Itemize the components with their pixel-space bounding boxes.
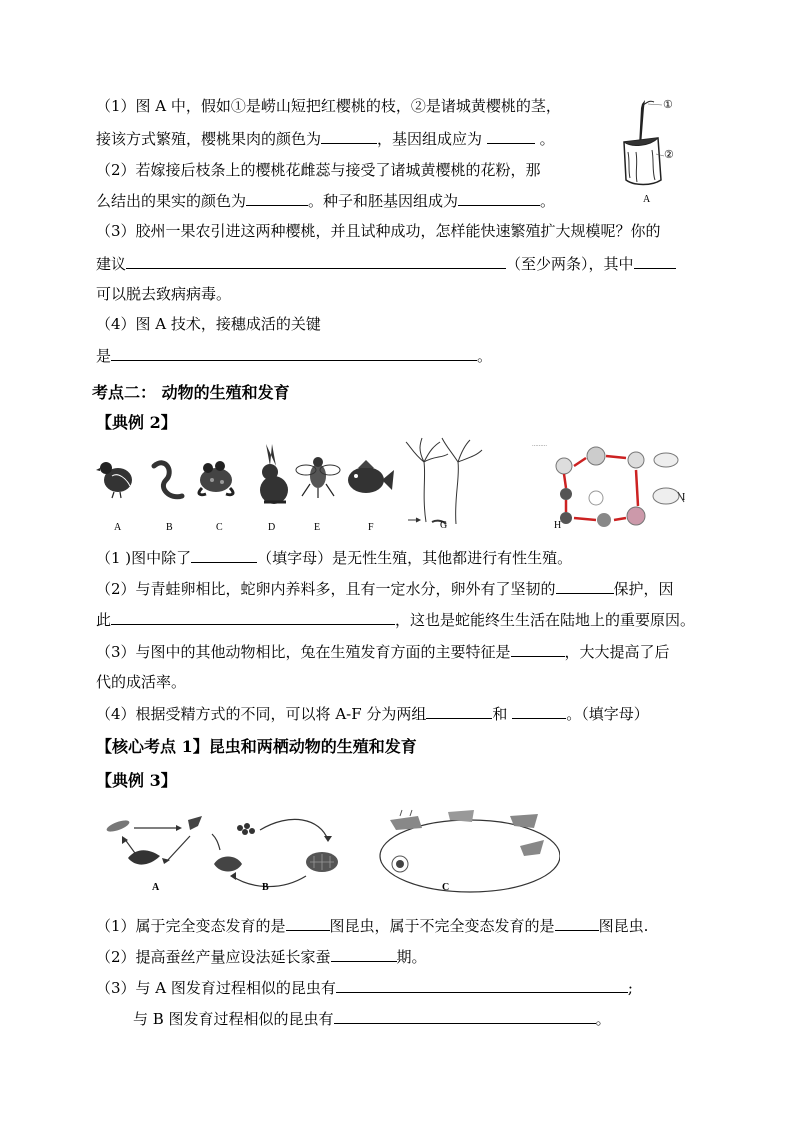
q2-line1: （2）若嫁接后枝条上的樱桃花雌蕊与接受了诸城黄樱桃的花粉，那 xyxy=(96,161,541,179)
grafting-figure xyxy=(618,96,688,208)
figure-label-b: B xyxy=(262,882,269,893)
figure-label-b: B xyxy=(166,522,173,533)
answer-blank[interactable] xyxy=(126,253,506,269)
animals-figure xyxy=(96,436,696,536)
answer-blank[interactable] xyxy=(286,915,330,931)
answer-blank[interactable] xyxy=(191,547,257,563)
figure-caption: A xyxy=(643,194,651,205)
section-heading: 【核心考点 1】昆虫和两栖动物的生殖和发育 xyxy=(96,737,417,756)
ex2-q4: （4）根据受精方式的不同，可以将 A-F 分为两组 和 。（填字母） xyxy=(96,705,649,723)
insect-cycles-figure xyxy=(100,806,560,898)
answer-blank[interactable] xyxy=(555,915,599,931)
q3-line2: 建议 （至少两条），其中 xyxy=(96,253,676,274)
answer-blank[interactable] xyxy=(336,977,628,993)
figure-label-2: ② xyxy=(664,149,674,161)
ex2-q1: （1 )图中除了 （填字母）是无性生殖，其他都进行有性生殖。 xyxy=(96,549,573,567)
answer-blank[interactable] xyxy=(321,128,377,144)
q3-line1: （3）胶州一果农引进这两种樱桃，并且试种成功，怎样能快速繁殖扩大规模呢？你的 xyxy=(96,222,661,240)
answer-blank[interactable] xyxy=(111,345,477,361)
figure-label-1: ① xyxy=(663,99,673,111)
answer-blank[interactable] xyxy=(334,1008,596,1024)
answer-blank[interactable] xyxy=(246,190,308,206)
q2-line2: 么结出的果实的颜色为 。种子和胚基因组成为 。 xyxy=(96,192,556,210)
figure-label-f: F xyxy=(368,522,374,533)
svg-text:………: ……… xyxy=(532,442,547,448)
ex2-q2-line1: （2）与青蛙卵相比，蛇卵内养料多，且有一定水分，卵外有了坚韧的 保护，因 xyxy=(96,580,674,598)
answer-blank[interactable] xyxy=(511,641,565,657)
example-label: 【典例 2】 xyxy=(96,413,177,432)
q3-line3: 可以脱去致病病毒。 xyxy=(96,285,232,303)
figure-label-d: D xyxy=(268,522,276,533)
ex3-q3-line2: 与 B 图发育过程相似的昆虫有 。 xyxy=(133,1010,611,1028)
figure-label-i: I xyxy=(682,492,686,503)
answer-blank[interactable] xyxy=(331,946,397,962)
answer-blank[interactable] xyxy=(458,190,540,206)
figure-label-h: H xyxy=(554,520,562,531)
ex2-q3-line2: 代的成活率。 xyxy=(96,673,187,691)
section-heading: 考点二： 动物的生殖和发育 xyxy=(92,383,290,402)
q1-line2: 接该方式繁殖，樱桃果肉的颜色为 ，基因组成应为 。 xyxy=(96,130,555,148)
ex2-q2-line2: 此 ，这也是蛇能终生生活在陆地上的重要原因。 xyxy=(96,611,696,629)
answer-blank[interactable] xyxy=(634,253,676,269)
figure-label-c: C xyxy=(216,522,223,533)
example-label: 【典例 3】 xyxy=(96,771,177,790)
answer-blank[interactable] xyxy=(512,703,566,719)
figure-label-a: A xyxy=(114,522,122,533)
ex3-q1: （1）属于完全变态发育的是 图昆虫，属于不完全变态发育的是 图昆虫. xyxy=(96,917,649,935)
ex3-q2: （2）提高蚕丝产量应设法延长家蚕 期。 xyxy=(96,948,427,966)
figure-label-c: C xyxy=(442,882,450,893)
q1-line1: （1）图 A 中，假如①是崂山短把红樱桃的枝，②是诸城黄樱桃的茎， xyxy=(96,97,561,115)
q4-line1: （4）图 A 技术，接穗成活的关键 xyxy=(96,315,321,333)
figure-label-a: A xyxy=(152,882,160,893)
answer-blank[interactable] xyxy=(111,609,395,625)
figure-label-e: E xyxy=(314,522,321,533)
answer-blank[interactable] xyxy=(487,128,535,144)
answer-blank[interactable] xyxy=(556,578,614,594)
q4-line2: 是 。 xyxy=(96,347,493,365)
ex3-q3-line1: （3）与 A 图发育过程相似的昆虫有 ; xyxy=(96,979,633,997)
answer-blank[interactable] xyxy=(426,703,492,719)
ex2-q3-line1: （3）与图中的其他动物相比，兔在生殖发育方面的主要特征是 ，大大提高了后 xyxy=(96,643,670,661)
figure-label-g: G xyxy=(440,520,448,531)
